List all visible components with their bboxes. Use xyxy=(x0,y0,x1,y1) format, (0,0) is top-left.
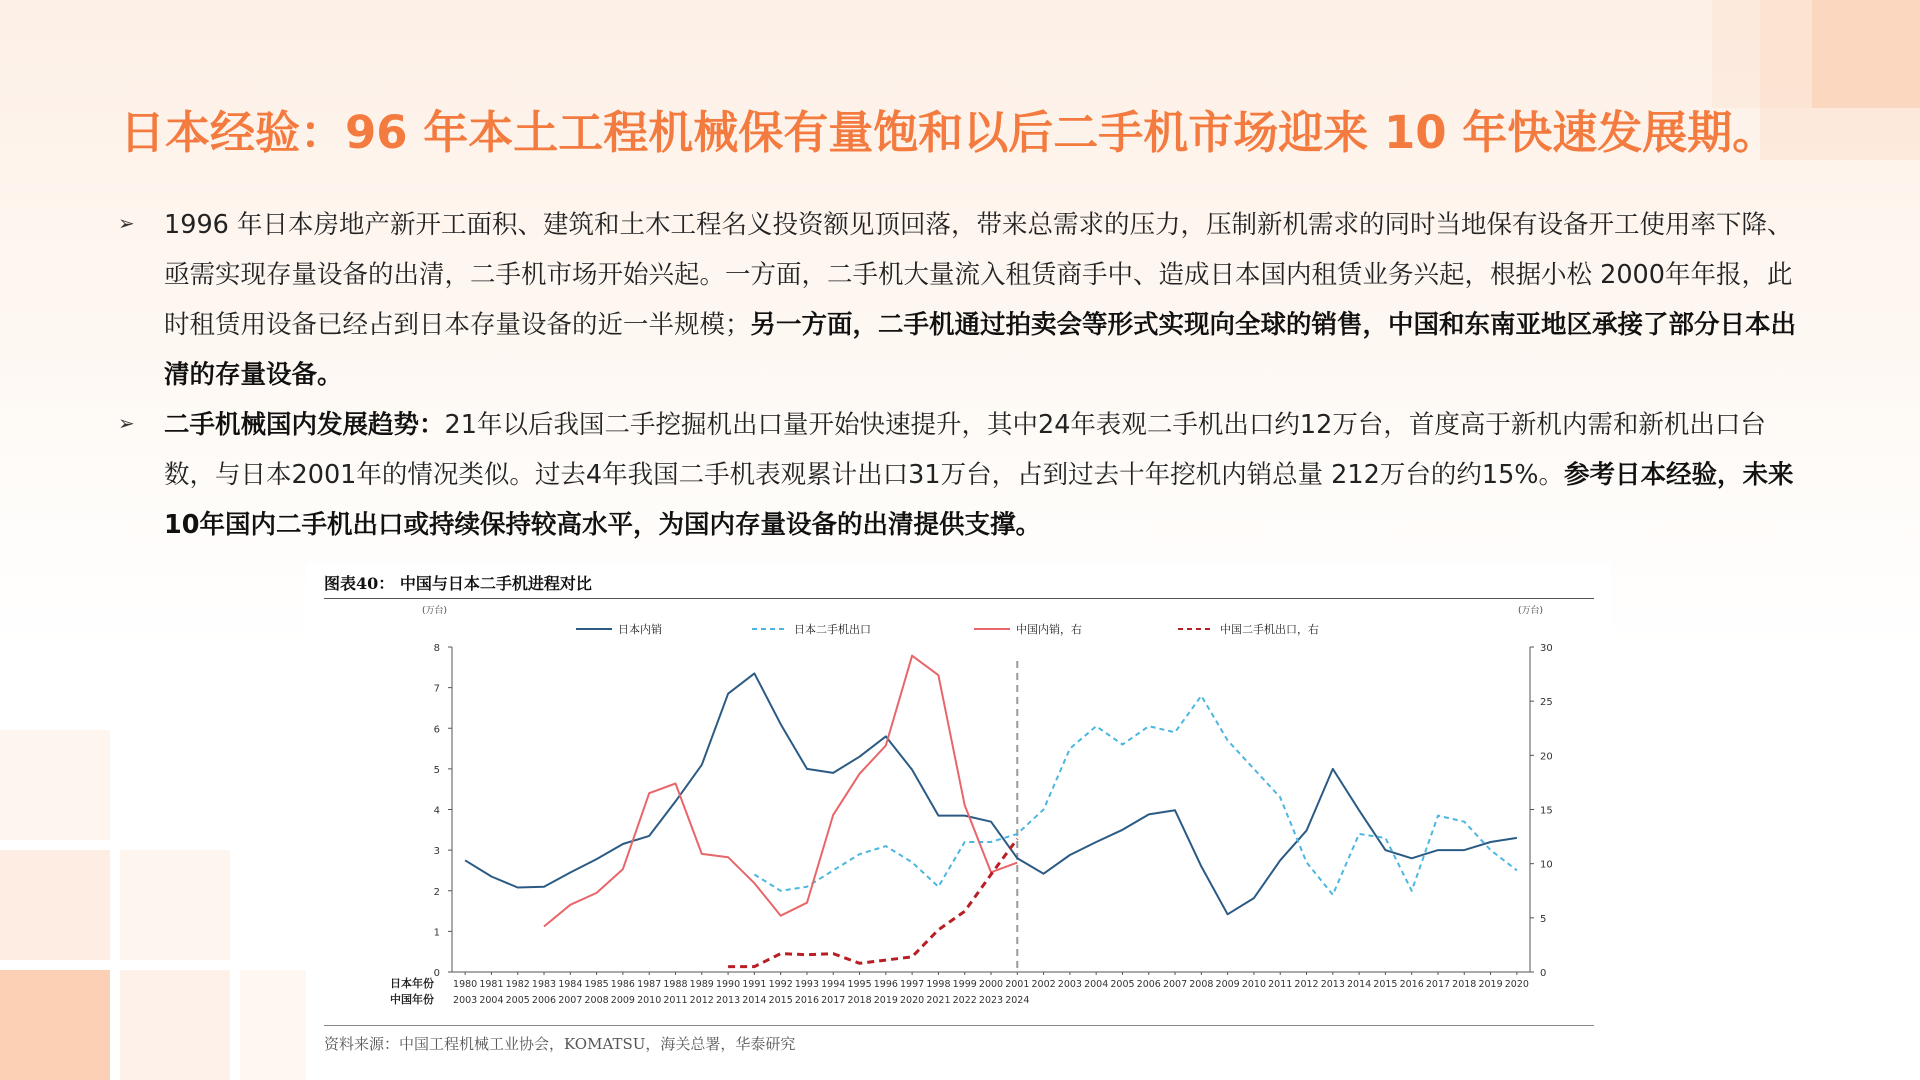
x-tick-label-japan: 1990 xyxy=(715,979,741,990)
figure-bottom-rule xyxy=(324,1025,1594,1026)
x-tick-label-japan: 2005 xyxy=(1110,979,1135,990)
y-tick-label-right: 5 xyxy=(1540,913,1547,925)
x-tick-label-japan: 1985 xyxy=(584,979,609,990)
x-tick-label-japan: 1998 xyxy=(926,979,951,990)
x-tick-label-china: 2008 xyxy=(584,995,609,1006)
figure-caption: 图表40： 中国与日本二手机进程对比 xyxy=(324,574,592,593)
x-tick-label-japan: 2019 xyxy=(1478,979,1503,990)
y-tick-label-left: 4 xyxy=(433,805,440,817)
y-tick-label-right: 30 xyxy=(1540,643,1553,654)
y-tick-label-left: 2 xyxy=(433,886,440,898)
decor-tile-left-5 xyxy=(120,970,230,1080)
decor-tile-left-1 xyxy=(0,730,110,840)
series-line-3 xyxy=(728,839,1017,967)
y-tick-label-right: 20 xyxy=(1540,751,1553,763)
x-tick-label-japan: 2006 xyxy=(1136,979,1161,990)
x-tick-label-japan: 2007 xyxy=(1162,979,1188,990)
x-tick-label-japan: 1991 xyxy=(742,979,767,990)
x-tick-label-china: 2004 xyxy=(479,995,504,1006)
decor-tile-top-right-3 xyxy=(1712,0,1812,108)
x-tick-label-japan: 2014 xyxy=(1347,979,1372,990)
x-tick-label-china: 2017 xyxy=(821,995,846,1006)
x-tick-label-japan: 2008 xyxy=(1189,979,1214,990)
series-line-2 xyxy=(544,656,1017,927)
line-chart xyxy=(306,599,1611,1039)
arrow-bullet-icon: ➢ xyxy=(118,411,135,435)
y-tick-label-right: 10 xyxy=(1540,859,1553,871)
chart-axes xyxy=(390,604,1553,1006)
x-tick-label-japan: 2017 xyxy=(1425,979,1451,990)
y-tick-label-left: 1 xyxy=(433,927,440,939)
x-tick-label-japan: 1996 xyxy=(873,979,898,990)
x-tick-label-japan: 1992 xyxy=(768,979,793,990)
decor-tile-left-6 xyxy=(240,970,306,1080)
slide-title: 日本经验：96 年本土工程机械保有量饱和以后二手机市场迎来 10 年快速发展期。 xyxy=(120,106,1778,159)
legend-label-2: 中国内销，右 xyxy=(1016,623,1082,636)
chart-figure xyxy=(306,563,1611,1063)
x-tick-label-china: 2003 xyxy=(453,995,478,1006)
x-tick-label-japan: 1986 xyxy=(610,979,635,990)
arrow-bullet-icon: ➢ xyxy=(118,211,135,235)
bullet-list xyxy=(118,200,1798,550)
x-tick-label-china: 2020 xyxy=(900,995,925,1006)
x-tick-label-japan: 1983 xyxy=(531,979,557,990)
x-tick-label-japan: 1994 xyxy=(821,979,846,990)
x-tick-label-japan: 1997 xyxy=(900,979,925,990)
x-tick-label-japan: 2000 xyxy=(978,979,1004,990)
x-tick-label-japan: 2016 xyxy=(1399,979,1424,990)
x-tick-label-japan: 1995 xyxy=(847,979,872,990)
x-tick-label-japan: 1981 xyxy=(479,979,504,990)
bullet-text-part: 1996 年日本房地产新开工面积、建筑和土木工程名义投资额见顶回落，带来总需求的压力，压制新机需求的同时当地保有设备开工使用率下降、亟需实现存量设备的出清，二手机市场开始兴起。一方面，二手机大量流入租赁商手中、造成日本国内租赁业务兴起，根据小松 2000年年报，此时租赁用设备已经占到日本存量设备的近一半规模； xyxy=(164,210,1793,340)
x-tick-label-japan: 1987 xyxy=(637,979,662,990)
x-tick-label-china: 2023 xyxy=(978,995,1004,1006)
bullet-text xyxy=(164,200,1798,400)
x-tick-label-japan: 1993 xyxy=(794,979,820,990)
legend-label-1: 日本二手机出口 xyxy=(794,623,871,636)
decor-tile-left-3 xyxy=(120,850,230,960)
y-tick-label-left: 5 xyxy=(433,764,440,776)
x-tick-label-china: 2014 xyxy=(742,995,767,1006)
x-tick-label-japan: 2020 xyxy=(1504,979,1529,990)
bullet-text-bold-part: 另一方面，二手机通过拍卖会等形式实现向全球的销售，中国和东南亚地区承接了部分日本出清的存量设备。 xyxy=(164,310,1797,390)
x-tick-label-china: 2010 xyxy=(637,995,662,1006)
x-tick-label-japan: 2011 xyxy=(1268,979,1293,990)
x-tick-label-japan: 2015 xyxy=(1373,979,1398,990)
x-tick-label-china: 2019 xyxy=(873,995,898,1006)
x-tick-label-china: 2005 xyxy=(505,995,530,1006)
bullet-text-bold-part: 参考日本经验，未来10年国内二手机出口或持续保持较高水平，为国内存量设备的出清提供支撑。 xyxy=(164,460,1794,540)
chart-plot-area xyxy=(465,656,1517,972)
x-tick-label-japan: 1989 xyxy=(689,979,714,990)
bullet-text-part: 21年以后我国二手挖掘机出口量开始快速提升，其中24年表观二手机出口约12万台，首度高于新机内需和新机出口台数，与日本2001年的情况类似。过去4年我国二手机表观累计出口31万台，占到过去十年挖机内销总量 212万台的约15%。 xyxy=(164,410,1766,490)
x-tick-label-china: 2022 xyxy=(952,995,977,1006)
x-axis-label-japan: 日本年份 xyxy=(390,977,434,990)
x-tick-label-japan: 1988 xyxy=(663,979,688,990)
x-axis-label-china: 中国年份 xyxy=(390,993,434,1006)
x-tick-label-japan: 2004 xyxy=(1084,979,1109,990)
decor-tile-left-4 xyxy=(0,970,110,1080)
x-tick-label-china: 2015 xyxy=(768,995,793,1006)
bullet-item xyxy=(118,400,1798,550)
x-tick-label-china: 2007 xyxy=(558,995,583,1006)
x-tick-label-japan: 1980 xyxy=(453,979,478,990)
x-tick-label-japan: 2012 xyxy=(1294,979,1319,990)
x-tick-label-china: 2012 xyxy=(689,995,714,1006)
x-tick-label-japan: 2013 xyxy=(1320,979,1345,990)
y-tick-label-right: 15 xyxy=(1540,805,1553,817)
y-tick-label-left: 3 xyxy=(433,846,440,858)
x-tick-label-japan: 1999 xyxy=(952,979,977,990)
decor-tile-left-2 xyxy=(0,850,110,960)
x-tick-label-japan: 2009 xyxy=(1215,979,1240,990)
y-tick-label-right: 0 xyxy=(1540,968,1547,979)
x-tick-label-china: 2009 xyxy=(610,995,635,1006)
legend-label-3: 中国二手机出口，右 xyxy=(1220,623,1319,636)
series-line-1 xyxy=(754,696,1517,895)
x-tick-label-japan: 2018 xyxy=(1452,979,1477,990)
x-tick-label-china: 2018 xyxy=(847,995,872,1006)
x-tick-label-japan: 2003 xyxy=(1057,979,1082,990)
figure-source: 资料来源：中国工程机械工业协会，KOMATSU，海关总署，华泰研究 xyxy=(324,1035,796,1053)
x-tick-label-japan: 1984 xyxy=(558,979,583,990)
x-tick-label-japan: 2010 xyxy=(1241,979,1267,990)
y-axis-right-unit: (万台) xyxy=(1518,606,1544,616)
y-tick-label-right: 25 xyxy=(1540,697,1553,709)
y-tick-label-left: 0 xyxy=(433,968,440,979)
y-tick-label-left: 8 xyxy=(433,643,440,654)
y-tick-label-left: 6 xyxy=(433,724,440,736)
x-tick-label-china: 2013 xyxy=(715,995,741,1006)
chart-legend xyxy=(576,622,1319,636)
x-tick-label-japan: 2001 xyxy=(1005,979,1030,990)
bullet-text xyxy=(164,400,1798,550)
bullet-text-bold-part: 二手机械国内发展趋势： xyxy=(164,410,445,440)
x-tick-label-japan: 1982 xyxy=(505,979,530,990)
x-tick-label-japan: 2002 xyxy=(1031,979,1056,990)
y-tick-label-left: 7 xyxy=(433,683,440,695)
legend-label-0: 日本内销 xyxy=(618,623,662,636)
x-tick-label-china: 2006 xyxy=(531,995,557,1006)
x-tick-label-china: 2011 xyxy=(663,995,688,1006)
y-axis-left-unit: (万台) xyxy=(422,606,448,616)
bullet-item xyxy=(118,200,1798,400)
x-tick-label-china: 2024 xyxy=(1005,995,1030,1006)
x-tick-label-china: 2016 xyxy=(794,995,820,1006)
series-line-0 xyxy=(465,673,1517,914)
x-tick-label-china: 2021 xyxy=(926,995,951,1006)
